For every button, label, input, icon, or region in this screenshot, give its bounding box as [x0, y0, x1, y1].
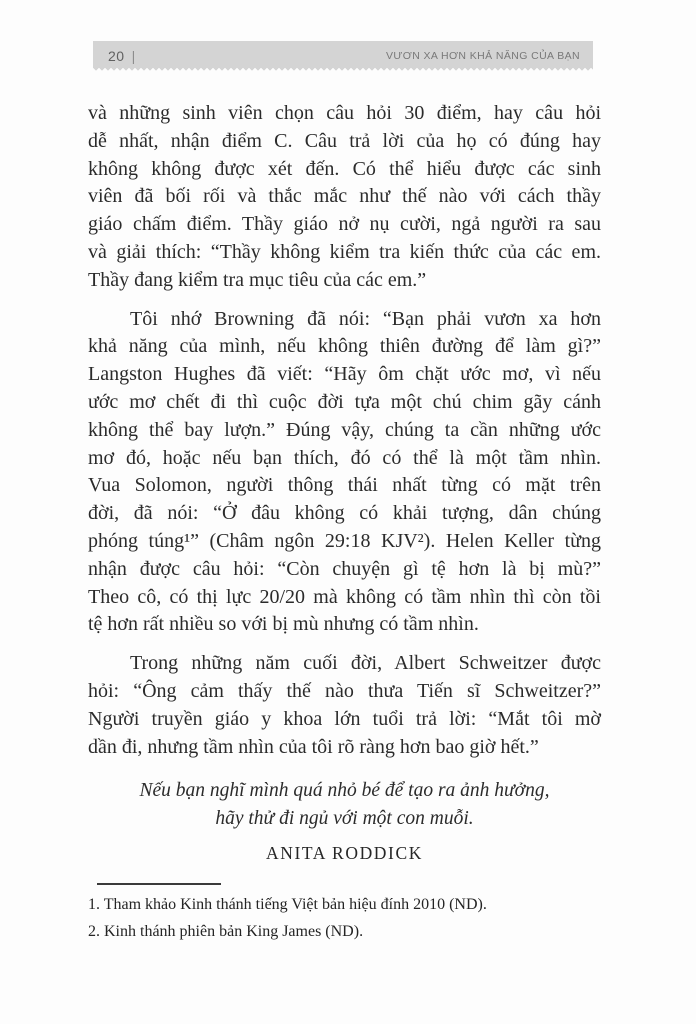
- text-line: ước mơ chết đi thì cuộc đời tựa một chú chim gãy cánh: [88, 390, 601, 413]
- paragraph-2: [88, 306, 601, 640]
- paragraph-1: [88, 100, 601, 295]
- page-number-group: [108, 48, 135, 64]
- text-line: nhận được câu hỏi: “Còn chuyện gì tệ hơn là bị mù?”: [88, 557, 601, 580]
- text-line: Trong những năm cuối đời, Albert Schweitzer được: [130, 652, 601, 675]
- text-line: đời, đã nói: “Ở đâu không có khải tượng, dân chúng: [88, 502, 601, 525]
- text-line: Theo cô, có thị lực 20/20 mà không có tầm nhìn thì còn tồi: [88, 585, 601, 608]
- text-line: và những sinh viên chọn câu hỏi 30 điểm, hay câu hỏi: [88, 102, 601, 124]
- text-line: tệ hơn rất nhiều so với bị mù nhưng có tầm nhìn.: [88, 613, 479, 636]
- body-text: [88, 100, 601, 945]
- text-line: Nếu bạn nghĩ mình quá nhỏ bé để tạo ra ảnh hưởng,: [139, 780, 550, 802]
- text-line: hỏi: “Ông cảm thấy thế nào thưa Tiến sĩ Schweitzer?”: [88, 679, 601, 702]
- running-header: [93, 41, 593, 71]
- text-line: hãy thử đi ngủ với một con muỗi.: [215, 808, 474, 830]
- text-line: không không được xét đến. Có thể hiểu được các sinh: [88, 157, 601, 180]
- paragraph-3: [88, 650, 601, 761]
- text-line: dần đi, nhưng tầm nhìn của tôi rõ ràng hơn bao giờ hết.”: [88, 735, 539, 758]
- text-line: không thể bay lượn.” Đúng vậy, chúng ta cần những ước: [88, 418, 601, 441]
- page-number: 20: [108, 48, 125, 64]
- footnote-item: 2. Kinh thánh phiên bản King James (ND).: [88, 923, 364, 941]
- text-line: dễ nhất, nhận điểm C. Câu trả lời của họ có đúng hay: [88, 129, 601, 152]
- text-line: viên đã bối rối và thắc mắc như thế nào với cách thầy: [88, 185, 601, 208]
- text-line: Thầy đang kiểm tra mục tiêu của các em.”: [88, 268, 427, 291]
- running-title: VƯƠN XA HƠN KHẢ NĂNG CỦA BẠN: [386, 50, 580, 62]
- text-line: Langston Hughes đã viết: “Hãy ôm chặt ước mơ, vì nếu: [88, 363, 601, 386]
- footnote-rule: [97, 883, 221, 885]
- quote-attribution: ANITA RODDICK: [266, 843, 423, 864]
- text-line: và giải thích: “Thầy không kiểm tra kiến thức của các em.: [88, 240, 601, 263]
- text-line: Vua Solomon, người thông thái nhất từng có mặt trên: [88, 474, 601, 497]
- text-line: khả năng của mình, nếu không thiên đường để làm gì?”: [88, 335, 601, 358]
- text-line: mơ đó, hoặc nếu bạn thích, đó có thể là một tầm nhìn.: [88, 446, 601, 469]
- footnote-section: [88, 883, 601, 945]
- text-line: giáo chấm điểm. Thầy giáo nở nụ cười, ngả người ra sau: [88, 213, 601, 236]
- footnote-item: 1. Tham khảo Kinh thánh tiếng Việt bản hiệu đính 2010 (ND).: [88, 896, 487, 914]
- text-line: Người truyền giáo y khoa lớn tuổi trả lời: “Mắt tôi mờ: [88, 707, 601, 730]
- text-line: phóng túng¹” (Châm ngôn 29:18 KJV²). Helen Keller từng: [88, 529, 601, 552]
- header-separator: |: [131, 48, 136, 64]
- epigraph-quote: [88, 777, 601, 833]
- text-line: Tôi nhớ Browning đã nói: “Bạn phải vươn xa hơn: [130, 307, 601, 330]
